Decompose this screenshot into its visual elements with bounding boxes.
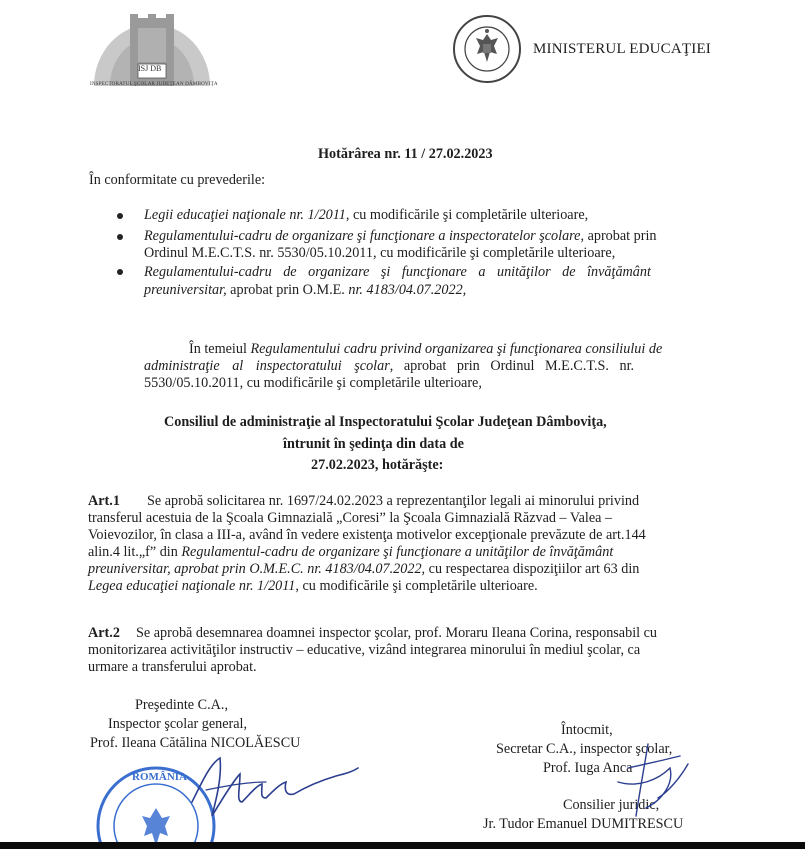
legal-advisor-name: Jr. Tudor Emanuel DUMITRESCU xyxy=(483,816,684,832)
bullet-3-line-2 xyxy=(144,282,466,299)
isj-logo-caption: INSPECTORATUL ŞCOLAR JUDEŢEAN DÂMBOVIŢA xyxy=(90,81,218,87)
art-1-article-ref: alin.4 lit.„f” din xyxy=(88,544,182,560)
government-seal-icon xyxy=(452,14,522,84)
art-2-line-3: urmare a transferului aprobat. xyxy=(88,659,257,675)
art-2-line-2: monitorizarea activităţilor instructiv – educative, vizând integrarea minorului în mediul şcolar, ca xyxy=(88,642,641,658)
art-1-line-4 xyxy=(88,544,613,561)
art-2-line-1: Se aprobă desemnarea doamnei inspector şcolar, prof. Moraru Ileana Corina, responsabil cu xyxy=(136,625,658,641)
temei-intro: În temeiul xyxy=(189,341,251,357)
temei-line-3: 5530/05.10.2011, cu modificările şi completările ulterioare, xyxy=(144,375,482,391)
secretary-name: Prof. Iuga Anca xyxy=(543,760,633,776)
secretary-signature xyxy=(588,738,698,822)
art-1-law: Legea educaţiei naţionale nr. 1/2011 xyxy=(88,578,296,594)
bullet-2-regulation: Regulamentului-cadru de organizare şi funcţionare a inspectoratelor şcolare xyxy=(144,228,581,244)
bottom-edge-bar xyxy=(0,842,805,849)
art-1-order: preuniversitar, aprobat prin O.M.E.C. nr. 4183/04.07.2022, xyxy=(88,561,426,577)
bullet-2-line-2: Ordinul M.E.C.T.S. nr. 5530/05.10.2011, cu modificările şi completările ulterioare, xyxy=(144,245,616,261)
bullet-dot xyxy=(117,269,123,275)
council-line-2: întrunit în şedinţa din data de xyxy=(283,436,464,452)
art-2-label: Art.2 xyxy=(88,625,120,641)
art-1-regulation: Regulamentul-cadru de organizare şi funcţionare a unităţilor de învăţământ xyxy=(181,544,614,560)
art-1-dispositions: cu respectarea dispoziţiilor art 63 din xyxy=(425,561,640,577)
bullet-1-rest: , cu modificările şi completările ulterioare, xyxy=(345,207,589,223)
art-1-label: Art.1 xyxy=(88,493,120,509)
isj-logo-text: ISJ DB xyxy=(138,64,162,73)
legal-advisor-role: Consilier juridic, xyxy=(563,797,660,813)
council-line-1: Consiliul de administraţie al Inspectoratului Şcolar Judeţean Dâmboviţa, xyxy=(164,414,607,430)
temei-regulation-cont: administraţie al inspectoratului şcolar xyxy=(144,358,390,374)
art-1-line-2: transferul acestuia de la Şcoala Gimnazială „Coresi” la Şcoala Gimnazială Răzvad – Valea – xyxy=(88,510,613,526)
temei-line-2 xyxy=(144,358,634,375)
temei-regulation: Regulamentului cadru privind organizarea şi funcţionarea consiliului de xyxy=(250,341,663,357)
president-name: Prof. Ileana Cătălina NICOLĂESCU xyxy=(90,735,301,751)
bullet-2-rest: , aprobat prin xyxy=(580,228,657,244)
decision-title: Hotărârea nr. 11 / 27.02.2023 xyxy=(318,146,493,162)
bullet-dot xyxy=(117,213,123,219)
intro-text: În conformitate cu prevederile: xyxy=(89,172,266,188)
temei-line-1 xyxy=(189,341,662,358)
art-1-line-1: Se aprobă solicitarea nr. 1697/24.02.2023 a reprezentanţilor legali ai minorului privind xyxy=(147,493,640,509)
art-1-line-5 xyxy=(88,561,639,578)
art-1-line-6 xyxy=(88,578,538,595)
bullet-3-order: nr. 4183/04.07.2022, xyxy=(344,282,467,298)
bullet-1 xyxy=(144,207,588,224)
art-1-line-3: Voievozilor, în clasa a III-a, având în vedere existenţa motivelor excepţionale prevăzute de art.144 xyxy=(88,527,646,543)
ministry-name: MINISTERUL EDUCAŢIEI xyxy=(533,41,712,57)
stamp-text: ROMÂNIA xyxy=(132,771,187,783)
bullet-1-law: Legii educaţiei naţionale nr. 1/2011 xyxy=(144,207,346,223)
president-role: Inspector şcolar general, xyxy=(108,716,248,732)
bullet-dot xyxy=(117,234,123,240)
president-title: Preşedinte C.A., xyxy=(135,697,228,713)
bullet-2-line-1 xyxy=(144,228,657,245)
temei-order: , aprobat prin Ordinul M.E.C.T.S. nr. xyxy=(389,358,635,374)
art-1-rest: , cu modificările şi completările ulterioare. xyxy=(295,578,538,594)
bullet-3-rest: aprobat prin O.M.E. xyxy=(226,282,345,298)
bullet-3-line-1: Regulamentului-cadru de organizare şi funcţionare a unităţilor de învăţământ xyxy=(144,264,651,280)
council-line-3: 27.02.2023, hotărăşte: xyxy=(311,457,444,473)
secretary-role: Secretar C.A., inspector şcolar, xyxy=(496,741,673,757)
prepared-by: Întocmit, xyxy=(561,722,613,738)
president-signature xyxy=(186,752,361,824)
bullet-3-italic: preuniversitar, xyxy=(144,282,227,298)
